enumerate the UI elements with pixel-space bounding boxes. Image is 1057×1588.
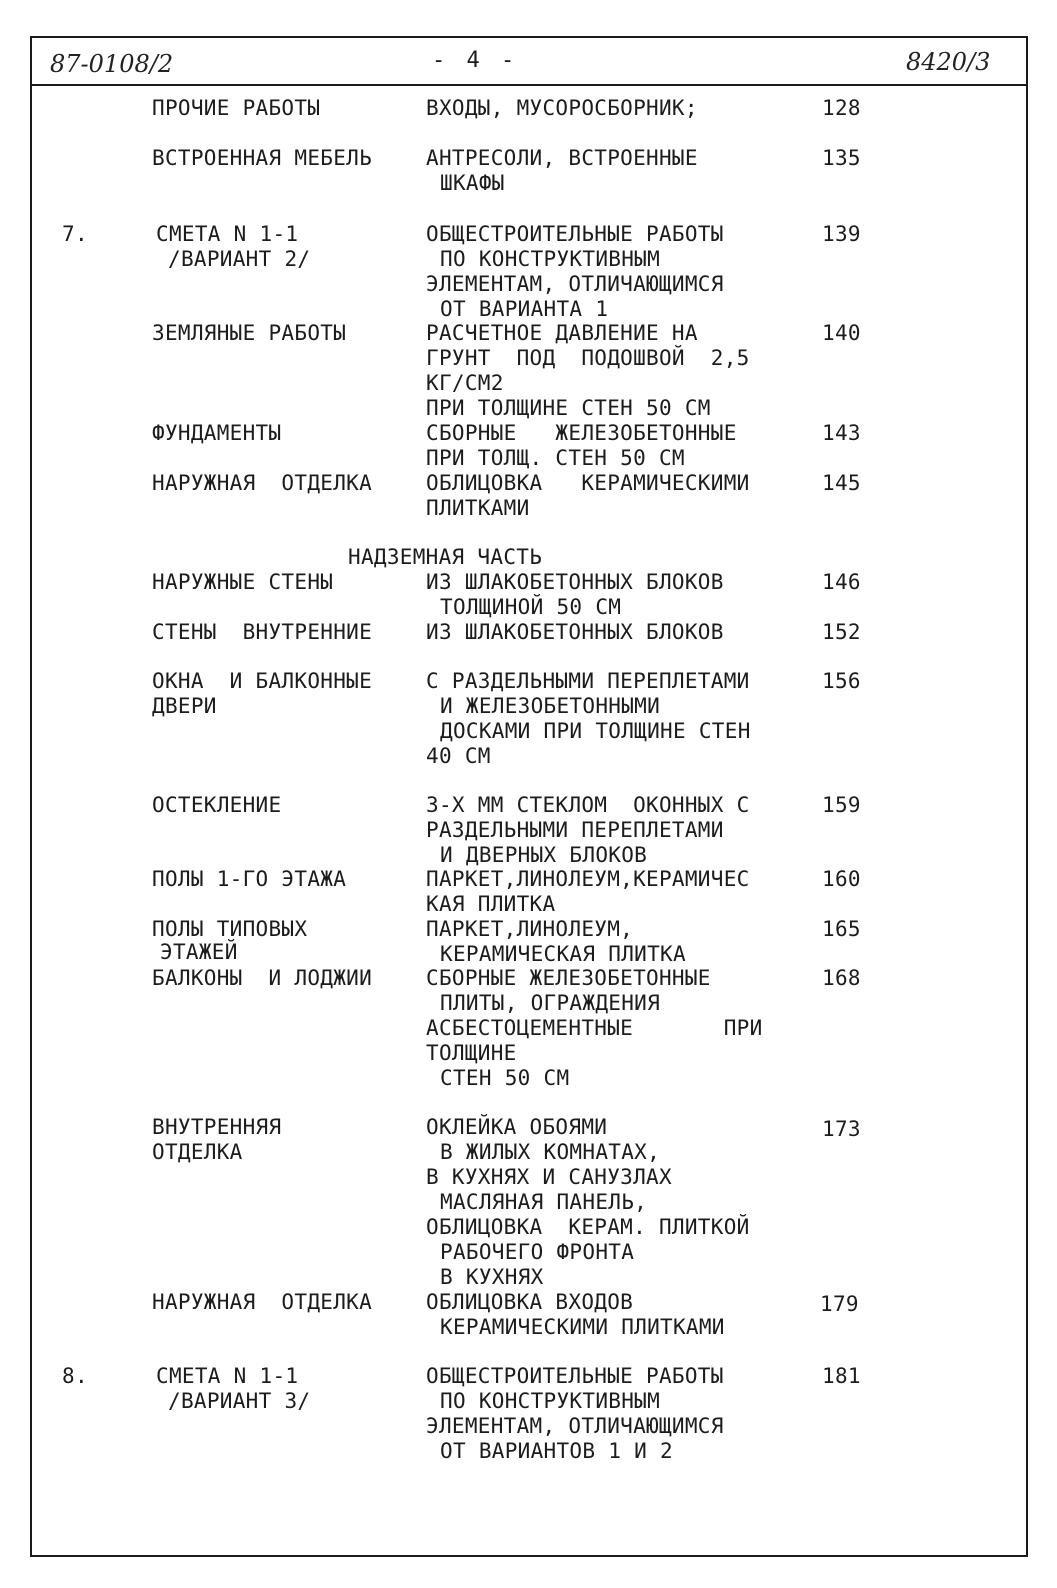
entry-page: 140 [822,321,861,345]
entry-desc: В КУХНЯХ И САНУЗЛАХ [426,1165,672,1189]
entry-desc: СБОРНЫЕ ЖЕЛЕЗОБЕТОННЫЕ [426,421,737,445]
entry-desc: КЕРАМИЧЕСКАЯ ПЛИТКА [440,942,686,966]
entry-desc: АСБЕСТОЦЕМЕНТНЫЕ ПРИ [426,1016,763,1040]
entry-desc: КАЯ ПЛИТКА [426,892,556,916]
entry-desc: РАСЧЕТНОЕ ДАВЛЕНИЕ НА [426,321,698,345]
entry-desc: ПО КОНСТРУКТИВНЫМ [440,247,661,271]
entry-desc: ПАРКЕТ,ЛИНОЛЕУМ, [426,917,634,941]
entry-desc: ПЛИТЫ, ОГРАЖДЕНИЯ [440,991,661,1015]
entry-desc: СТЕН 50 СМ [440,1066,570,1090]
entry-name: /ВАРИАНТ 3/ [168,1389,311,1413]
section-heading: НАДЗЕМНАЯ ЧАСТЬ [348,545,543,569]
entry-name: НАРУЖНАЯ ОТДЕЛКА [152,1290,373,1314]
entry-desc: 3-Х ММ СТЕКЛОМ ОКОННЫХ С [426,793,750,817]
entry-desc: ИЗ ШЛАКОБЕТОННЫХ БЛОКОВ [426,620,724,644]
entry-name: ПРОЧИЕ РАБОТЫ [152,96,321,120]
entry-desc: ИЗ ШЛАКОБЕТОННЫХ БЛОКОВ [426,570,724,594]
entry-desc: ОБЛИЦОВКА КЕРАМ. ПЛИТКОЙ [426,1215,750,1239]
entry-name: /ВАРИАНТ 2/ [168,247,311,271]
entry-page: 179 [820,1292,859,1316]
entry-name: ОТДЕЛКА [152,1140,243,1164]
entry-desc: ПО КОНСТРУКТИВНЫМ [440,1389,661,1413]
entry-desc: ВХОДЫ, МУСОРОСБОРНИК; [426,96,698,120]
entry-name: ПОЛЫ ТИПОВЫХ [152,917,308,941]
entry-page: 165 [822,917,861,941]
entry-page: 160 [822,867,861,891]
entry-desc: ОБЛИЦОВКА КЕРАМИЧЕСКИМИ [426,471,750,495]
entry-page: 159 [822,793,861,817]
entry-page: 139 [822,222,861,246]
entry-page: 135 [822,146,861,170]
ref-code: 8420/3 [906,48,991,76]
entry-name: ОКНА И БАЛКОННЫЕ [152,669,373,693]
entry-desc: АНТРЕСОЛИ, ВСТРОЕННЫЕ [426,146,698,170]
entry-desc: РАБОЧЕГО ФРОНТА [440,1240,635,1264]
entry-desc: РАЗДЕЛЬНЫМИ ПЕРЕПЛЕТАМИ [426,818,724,842]
entry-name: СМЕТА N 1-1 [156,1364,299,1388]
page-number: - 4 - [432,48,519,73]
entry-name: СМЕТА N 1-1 [156,222,299,246]
entry-desc: ОТ ВАРИАНТА 1 [440,297,609,321]
entry-name: НАРУЖНЫЕ СТЕНЫ [152,570,334,594]
entry-name: БАЛКОНЫ И ЛОДЖИИ [152,966,373,990]
entry-name: ВСТРОЕННАЯ МЕБЕЛЬ [152,146,373,170]
entry-name: ЭТАЖЕЙ [160,940,238,964]
entry-desc: ТОЛЩИНОЙ 50 СМ [440,595,622,619]
entry-desc: ОБЩЕСТРОИТЕЛЬНЫЕ РАБОТЫ [426,222,724,246]
entry-page: 173 [822,1117,861,1141]
entry-desc: МАСЛЯНАЯ ПАНЕЛЬ, [440,1190,648,1214]
entry-desc: ПРИ ТОЛЩ. СТЕН 50 СМ [426,446,685,470]
entry-desc: В ЖИЛЫХ КОМНАТАХ, [440,1140,661,1164]
entry-name: ФУНДАМЕНТЫ [152,421,282,445]
entry-page: 145 [822,471,861,495]
entry-number: 8. [62,1364,88,1388]
entry-desc: ЭЛЕМЕНТАМ, ОТЛИЧАЮЩИМСЯ [426,1414,724,1438]
entry-desc: ПРИ ТОЛЩИНЕ СТЕН 50 СМ [426,396,711,420]
entry-name: ДВЕРИ [152,694,217,718]
entry-page: 181 [822,1364,861,1388]
entry-name: НАРУЖНАЯ ОТДЕЛКА [152,471,373,495]
doc-code: 87-0108/2 [50,50,174,78]
entry-name: ЗЕМЛЯНЫЕ РАБОТЫ [152,321,347,345]
entry-desc: ОТ ВАРИАНТОВ 1 И 2 [440,1439,673,1463]
entry-name: ПОЛЫ 1-ГО ЭТАЖА [152,867,347,891]
entry-page: 146 [822,570,861,594]
header-divider [30,84,1028,86]
entry-page: 168 [822,966,861,990]
entry-desc: ОКЛЕЙКА ОБОЯМИ [426,1115,608,1139]
entry-desc: ОБЛИЦОВКА ВХОДОВ [426,1290,634,1314]
entry-name: ВНУТРЕННЯЯ [152,1115,282,1139]
entry-desc: ПЛИТКАМИ [426,496,530,520]
entry-desc: ПАРКЕТ,ЛИНОЛЕУМ,КЕРАМИЧЕС [426,867,750,891]
entry-desc: И ДВЕРНЫХ БЛОКОВ [440,843,648,867]
entry-desc: С РАЗДЕЛЬНЫМИ ПЕРЕПЛЕТАМИ [426,669,750,693]
entry-desc: ОБЩЕСТРОИТЕЛЬНЫЕ РАБОТЫ [426,1364,724,1388]
entry-page: 152 [822,620,861,644]
entry-number: 7. [62,222,88,246]
entry-desc: ШКАФЫ [440,171,505,195]
entry-desc: КЕРАМИЧЕСКИМИ ПЛИТКАМИ [440,1315,725,1339]
entry-desc: ГРУНТ ПОД ПОДОШВОЙ 2,5 [426,346,750,370]
entry-desc: В КУХНЯХ [440,1265,544,1289]
entry-desc: КГ/СМ2 [426,371,504,395]
entry-page: 143 [822,421,861,445]
entry-page: 128 [822,96,861,120]
entry-desc: СБОРНЫЕ ЖЕЛЕЗОБЕТОННЫЕ [426,966,711,990]
entry-desc: ТОЛЩИНЕ [426,1041,517,1065]
entry-desc: ДОСКАМИ ПРИ ТОЛЩИНЕ СТЕН [440,719,751,743]
entry-desc: ЭЛЕМЕНТАМ, ОТЛИЧАЮЩИМСЯ [426,272,724,296]
entry-name: ОСТЕКЛЕНИЕ [152,793,282,817]
entry-desc: И ЖЕЛЕЗОБЕТОННЫМИ [440,694,661,718]
entry-desc: 40 СМ [426,744,491,768]
entry-name: СТЕНЫ ВНУТРЕННИЕ [152,620,373,644]
entry-page: 156 [822,669,861,693]
